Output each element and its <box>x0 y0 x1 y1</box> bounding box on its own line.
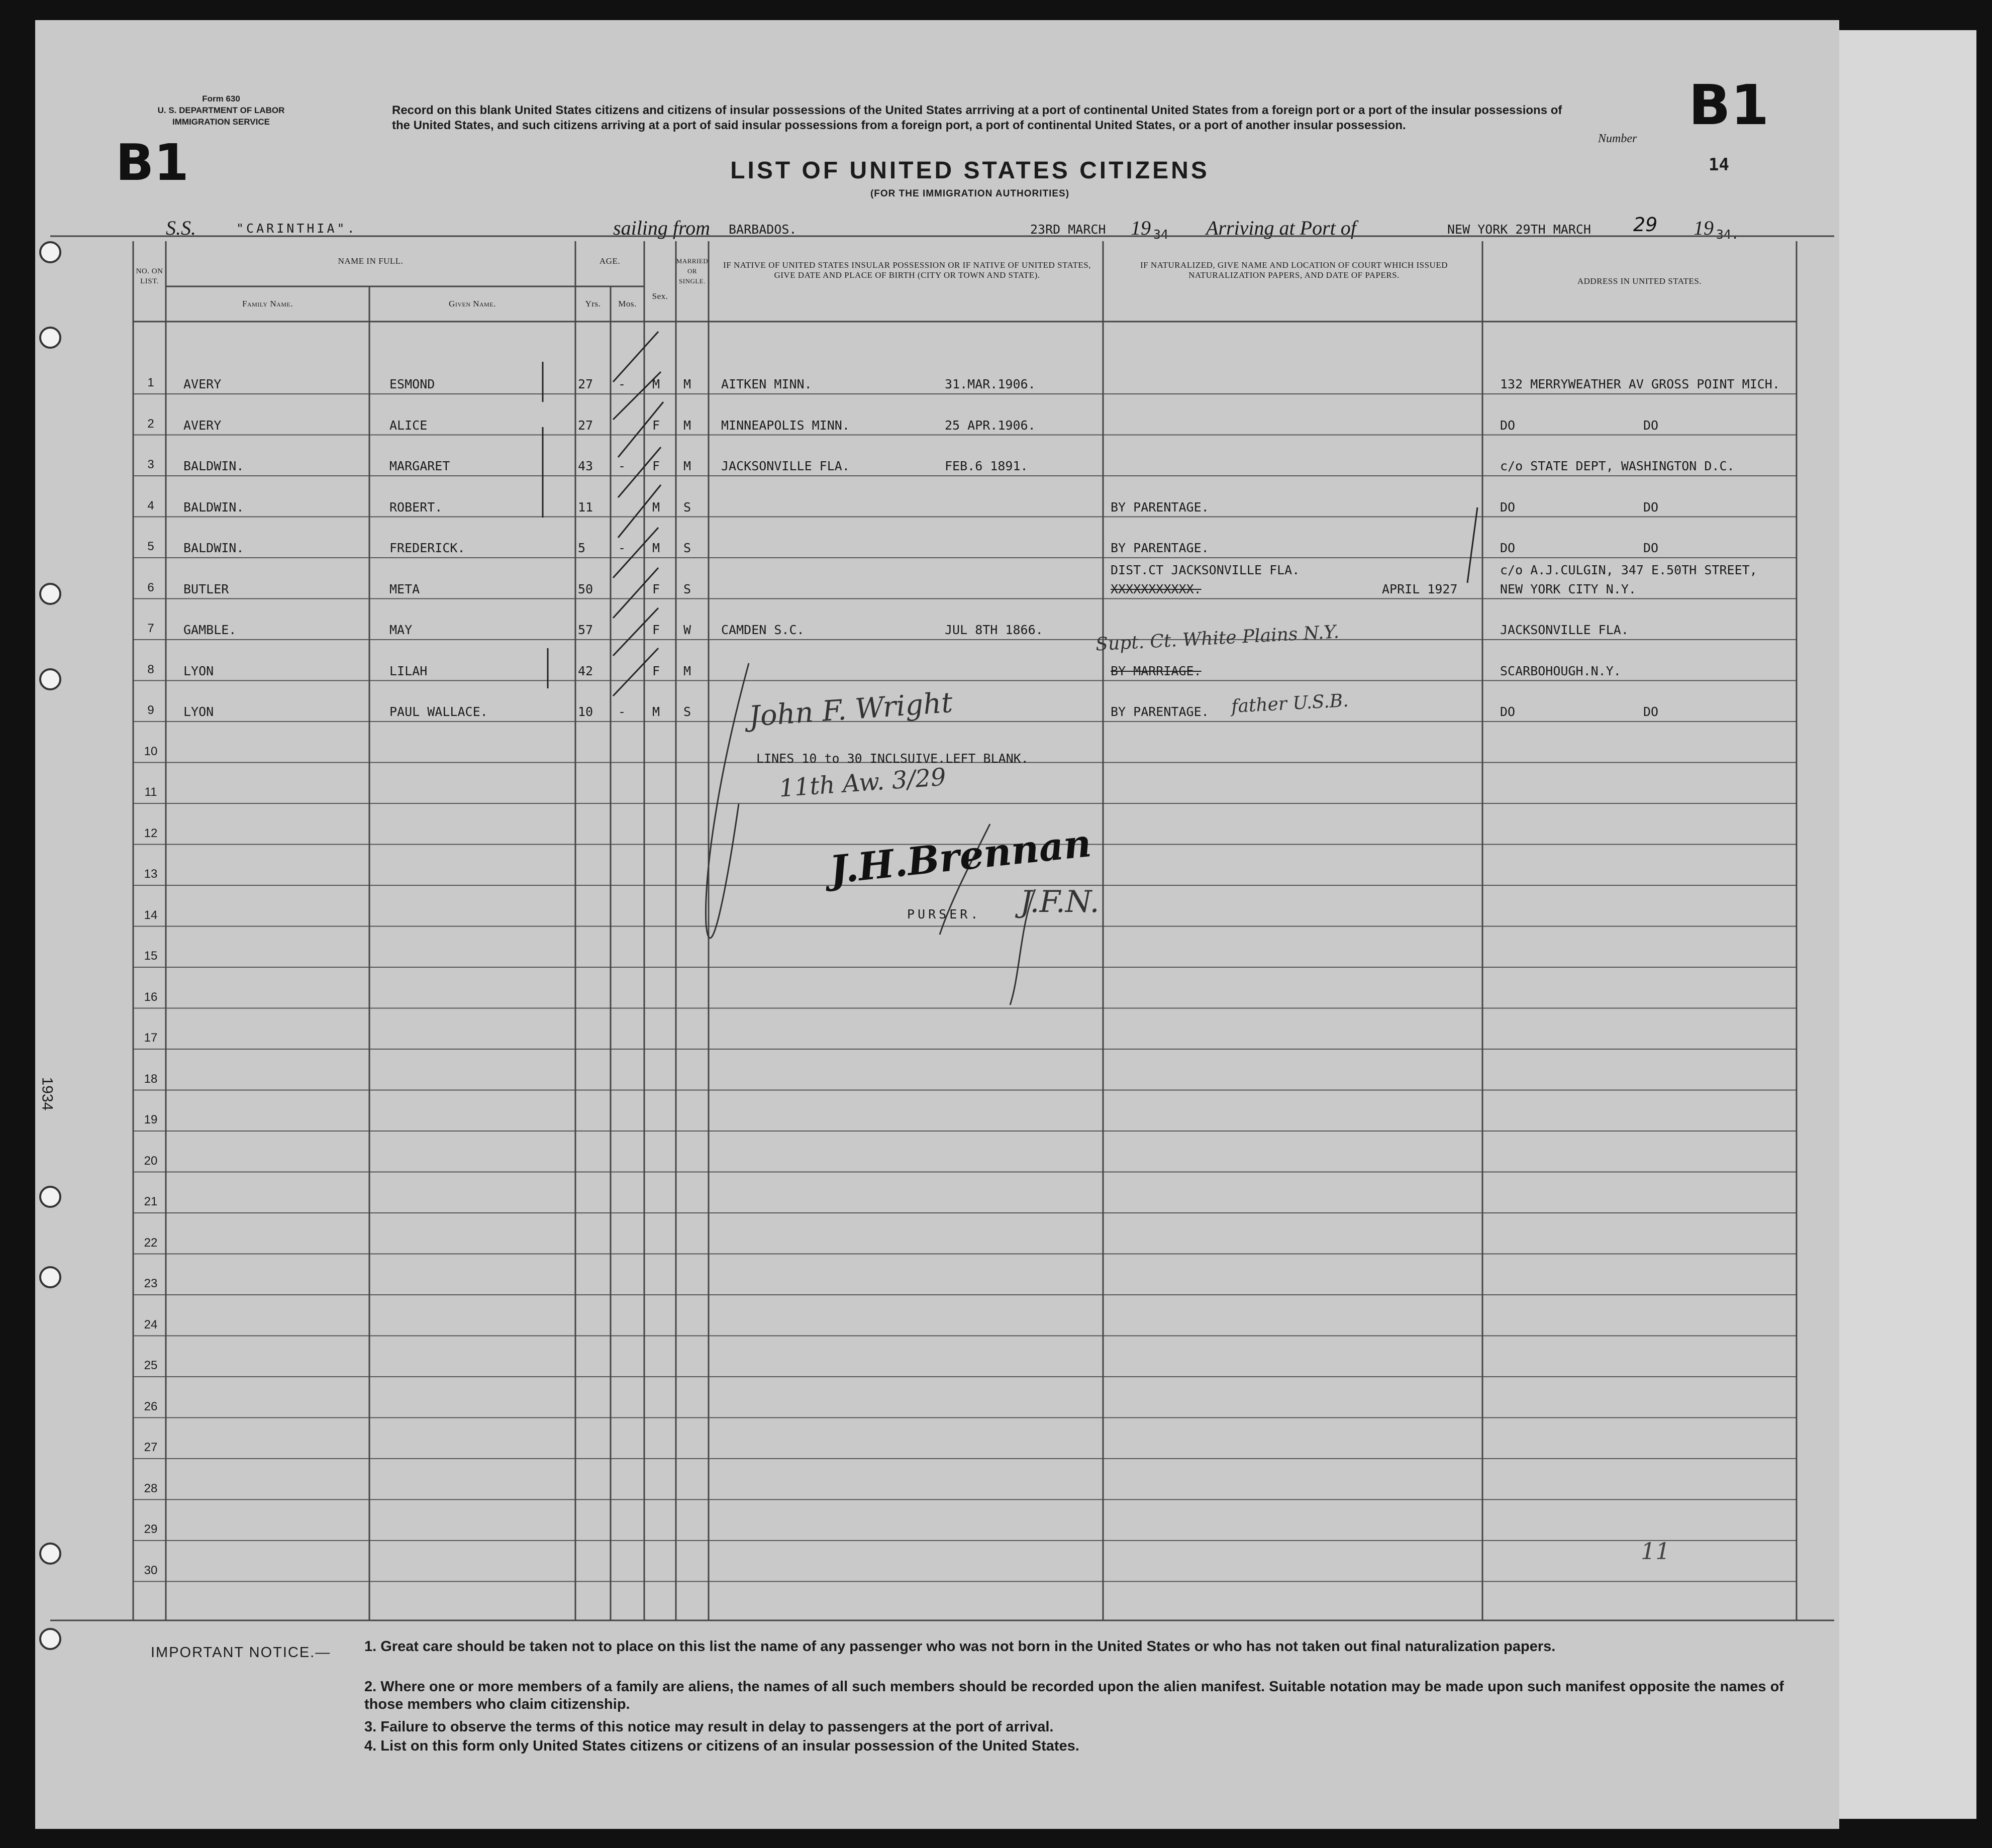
sailing-from: BARBADOS. <box>729 222 797 237</box>
family-name: AVERY <box>183 418 222 433</box>
purser-signature: J.H.Brennan <box>827 820 1093 893</box>
row-number: 22 <box>144 1236 158 1250</box>
age-years: 10 <box>578 704 593 719</box>
row-number: 29 <box>144 1522 158 1536</box>
number-label: Number <box>1598 132 1637 145</box>
initials: J.F.N. <box>1020 884 1100 919</box>
sex: M <box>652 541 660 555</box>
row-number: 1 <box>147 376 154 389</box>
address-line-2: NEW YORK CITY N.Y. <box>1500 581 1636 596</box>
age-months: - <box>618 377 626 391</box>
naturalization-court-note: Supt. Ct. White Plains N.Y. <box>1095 622 1340 655</box>
family-name: BALDWIN. <box>183 541 244 555</box>
notice-item-2: 2. Where one or more members of a family are aliens, the names of all such members should be recorded upon the alien manifest. Suitable notation may be made upon such manifest opposite the names of those members who claim citizenship. <box>364 1679 1784 1712</box>
sailing-label: sailing from <box>613 217 710 239</box>
marital-status: W <box>683 623 691 637</box>
row-number: 16 <box>144 990 158 1004</box>
row-number: 30 <box>144 1563 158 1577</box>
row-number: 3 <box>147 458 154 471</box>
given-name: MARGARET <box>389 459 450 473</box>
departure-year: 34 <box>1153 227 1169 242</box>
birth-place: JACKSONVILLE FLA. <box>721 459 850 473</box>
row-number: 10 <box>144 744 158 758</box>
birth-place: MINNEAPOLIS MINN. <box>721 418 850 433</box>
row-number: 25 <box>144 1359 158 1372</box>
birth-date: 31.MAR.1906. <box>945 377 1036 391</box>
col-address: ADDRESS IN UNITED STATES. <box>1577 276 1702 286</box>
row-number: 23 <box>144 1277 158 1290</box>
col-mos: Mos. <box>618 299 637 309</box>
marital-status: M <box>683 418 691 433</box>
age-years: 11 <box>578 499 593 515</box>
birth-date: 25 APR.1906. <box>945 418 1036 433</box>
col-married-single: MARRIED OR SINGLE. <box>676 257 709 285</box>
birth-date: FEB.6 1891. <box>945 459 1028 473</box>
naturalization-struck: XXXXXXXXXXX. <box>1111 581 1202 596</box>
given-name: MAY <box>389 623 413 637</box>
row-number: 17 <box>144 1031 158 1045</box>
address: DO <box>1500 499 1516 515</box>
row-number: 15 <box>144 949 158 963</box>
sex: M <box>652 499 660 515</box>
age-years: 27 <box>578 377 593 391</box>
intro-text: Record on this blank United States citizens and citizens of insular possessions of the United States arrriving at a port of continental United States from a foreign port or a port of the insular possessions of the United States, and such citizens arriving at a port of said insular possessions from a foreign port, a port of continental United States, or a port of another insular possession. <box>392 104 1562 132</box>
address: 132 MERRYWEATHER AV GROSS POINT MICH. <box>1500 377 1780 391</box>
purser-label: PURSER. <box>907 907 981 921</box>
row-number: 11 <box>144 785 157 799</box>
given-name: META <box>389 581 420 596</box>
given-name: LILAH <box>389 663 428 678</box>
naturalization: BY MARRIAGE. <box>1111 663 1202 678</box>
marital-status: S <box>683 581 691 596</box>
arriving-label: Arriving at Port of <box>1206 217 1356 239</box>
col-no-on-list: NO. ON LIST. <box>136 267 163 285</box>
page-tally: 11 <box>1641 1537 1670 1565</box>
sex: F <box>652 581 660 596</box>
notice-heading: IMPORTANT NOTICE.— <box>151 1645 331 1661</box>
age-months: - <box>618 459 626 473</box>
manifest-page <box>35 20 1839 1829</box>
family-name: LYON <box>183 704 214 719</box>
family-name: AVERY <box>183 377 222 391</box>
handwritten-mark-left: B1 <box>116 133 189 192</box>
age-years: 27 <box>578 418 593 433</box>
marital-status: S <box>683 499 691 515</box>
row-number: 28 <box>144 1481 158 1495</box>
inspector-signature: John F. Wright <box>748 686 954 734</box>
birth-place: CAMDEN S.C. <box>721 623 805 637</box>
family-name: BUTLER <box>183 581 229 596</box>
year-prefix: 19 <box>1131 217 1151 239</box>
ship-name: "CARINTHIA". <box>236 221 357 236</box>
marital-status: S <box>683 704 691 719</box>
row-number: 6 <box>147 580 154 594</box>
row-number: 4 <box>147 498 154 512</box>
handwritten-mark-right: B1 <box>1688 73 1769 137</box>
row-number: 7 <box>147 622 154 635</box>
address-ditto: DO <box>1643 541 1659 555</box>
row-number: 18 <box>144 1072 158 1086</box>
naturalization: BY PARENTAGE. <box>1111 704 1209 719</box>
row-number: 24 <box>144 1317 158 1331</box>
given-name: FREDERICK. <box>389 541 465 555</box>
inspector-note: 11th Aw. 3/29 <box>778 763 947 803</box>
address-ditto: DO <box>1643 704 1659 719</box>
address: DO <box>1500 541 1516 555</box>
sex: F <box>652 418 660 433</box>
address: c/o STATE DEPT, WASHINGTON D.C. <box>1500 459 1735 473</box>
given-name: ROBERT. <box>389 499 443 515</box>
row-number: 8 <box>147 662 154 676</box>
row-number: 9 <box>147 703 154 717</box>
row-number: 5 <box>147 540 154 553</box>
address: DO <box>1500 704 1516 719</box>
naturalization: DIST.CT JACKSONVILLE FLA. <box>1111 562 1300 577</box>
sheet-number: 14 <box>1709 155 1729 175</box>
marital-status: M <box>683 663 691 678</box>
birth-date: JUL 8TH 1866. <box>945 623 1043 637</box>
age-years: 42 <box>578 663 593 678</box>
col-sex: Sex. <box>652 291 668 301</box>
arrival-port: NEW YORK 29TH MARCH <box>1447 222 1591 237</box>
row-number: 27 <box>144 1441 158 1454</box>
age-years: 57 <box>578 623 593 637</box>
sex: F <box>652 623 660 637</box>
family-name: LYON <box>183 663 214 678</box>
departure-date: 23RD MARCH <box>1030 222 1106 237</box>
arrival-year: 34. <box>1716 227 1739 242</box>
address: JACKSONVILLE FLA. <box>1500 623 1629 637</box>
marital-status: M <box>683 377 691 391</box>
col-given-name: Given Name. <box>449 299 496 309</box>
row-number: 21 <box>144 1195 158 1208</box>
notice-item-4: 4. List on this form only United States citizens or citizens of an insular possession of the United States. <box>364 1738 1079 1754</box>
notice-item-3: 3. Failure to observe the terms of this notice may result in delay to passengers at the port of arrival. <box>364 1719 1054 1735</box>
given-name: PAUL WALLACE. <box>389 704 488 719</box>
marital-status: S <box>683 541 691 555</box>
row-number: 12 <box>144 826 158 840</box>
arrival-year-prefix: 19 <box>1694 217 1714 239</box>
sex: F <box>652 663 660 678</box>
age-months: - <box>618 541 626 555</box>
notice-item-1: 1. Great care should be taken not to place on this list the name of any passenger who was not born in the United States or who has not taken out final naturalization papers. <box>364 1638 1556 1655</box>
table-rules <box>35 20 1839 1829</box>
address-ditto: DO <box>1643 499 1659 515</box>
naturalization-father-note: father U.S.B. <box>1231 690 1349 717</box>
family-name: BALDWIN. <box>183 459 244 473</box>
ss-label: S.S. <box>166 217 196 239</box>
col-yrs: Yrs. <box>585 299 601 309</box>
form-number: Form 630 <box>202 94 240 104</box>
page-subtitle: (FOR THE IMMIGRATION AUTHORITIES) <box>870 188 1070 199</box>
birth-place: AITKEN MINN. <box>721 377 812 391</box>
service-name: IMMIGRATION SERVICE <box>172 117 270 127</box>
sex: F <box>652 459 660 473</box>
row-number: 26 <box>144 1399 158 1413</box>
age-years: 43 <box>578 459 593 473</box>
blank-lines-note: LINES 10 to 30 INCLSUIVE.LEFT BLANK. <box>756 751 1029 766</box>
family-name: GAMBLE. <box>183 623 237 637</box>
row-number: 19 <box>144 1113 158 1126</box>
naturalization: BY PARENTAGE. <box>1111 541 1209 555</box>
margin-stamp: 1934 <box>39 1077 56 1111</box>
address: DO <box>1500 418 1516 433</box>
address: c/o A.J.CULGIN, 347 E.50TH STREET, <box>1500 562 1757 577</box>
age-years: 5 <box>578 541 586 555</box>
row-number: 2 <box>147 417 154 431</box>
col-name-in-full: NAME IN FULL. <box>338 256 404 266</box>
col-family-name: Family Name. <box>242 299 293 309</box>
age-years: 50 <box>578 581 593 596</box>
row-number: 13 <box>144 867 158 881</box>
address-ditto: DO <box>1643 418 1659 433</box>
address: SCARBOHOUGH.N.Y. <box>1500 663 1621 678</box>
sex: M <box>652 377 660 391</box>
sex: M <box>652 704 660 719</box>
marital-status: M <box>683 459 691 473</box>
naturalization-date: APRIL 1927 <box>1382 581 1458 596</box>
col-native-insular: IF NATIVE OF UNITED STATES INSULAR POSSESSION OR IF NATIVE OF UNITED STATES, GIVE DATE AND PLACE OF BIRTH (CITY OR TOWN AND STATE). <box>723 260 1091 280</box>
page-title: LIST OF UNITED STATES CITIZENS <box>730 157 1210 184</box>
family-name: BALDWIN. <box>183 499 244 515</box>
row-number: 14 <box>144 908 158 922</box>
department-name: U. S. DEPARTMENT OF LABOR <box>157 106 285 115</box>
naturalization: BY PARENTAGE. <box>1111 499 1209 515</box>
row-number: 20 <box>144 1154 158 1168</box>
given-name: ESMOND <box>389 377 435 391</box>
arrival-day-hand: 29 <box>1633 214 1658 236</box>
col-naturalized: IF NATURALIZED, GIVE NAME AND LOCATION OF COURT WHICH ISSUED NATURALIZATION PAPERS, AND DATE OF PAPERS. <box>1140 260 1448 280</box>
col-age: AGE. <box>599 256 621 266</box>
age-months: - <box>618 704 626 719</box>
given-name: ALICE <box>389 418 428 433</box>
